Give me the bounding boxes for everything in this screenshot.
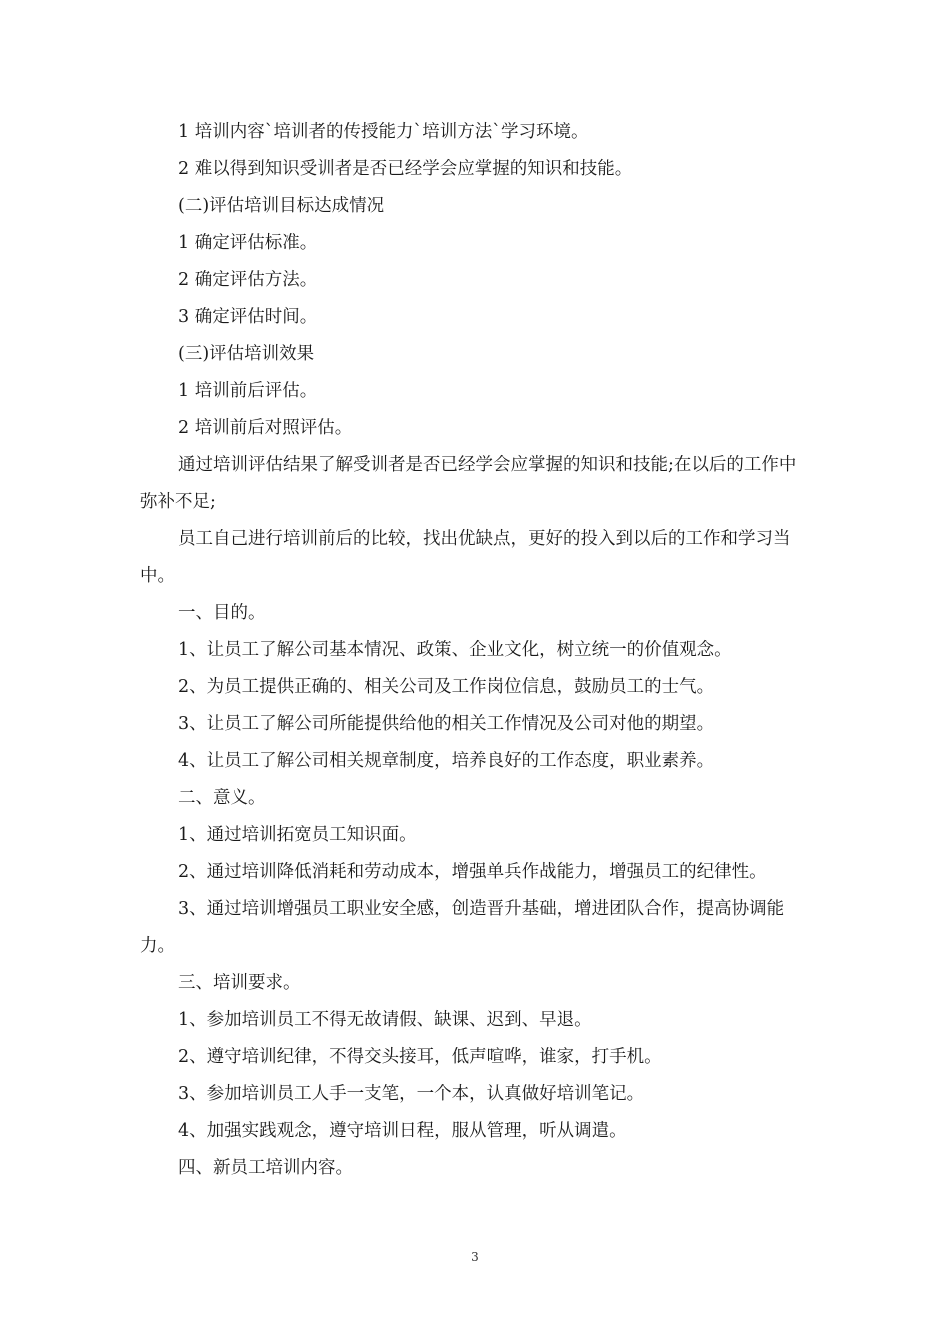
paragraph: 员工自己进行培训前后的比较，找出优缺点，更好的投入到以后的工作和学习当中。	[140, 529, 791, 586]
list-item: 4、让员工了解公司相关规章制度，培养良好的工作态度，职业素养。	[178, 751, 715, 771]
list-item: 4、加强实践观念，遵守培训日程，服从管理，听从调遣。	[178, 1121, 627, 1141]
page-number: 3	[471, 1250, 479, 1264]
list-item: 1、参加培训员工不得无故请假、缺课、迟到、早退。	[178, 1010, 592, 1030]
section-heading: (二)评估培训目标达成情况	[178, 196, 385, 216]
section-heading: (三)评估培训效果	[178, 344, 315, 364]
section-heading: 二、意义。	[178, 788, 266, 808]
paragraph: 1 确定评估标准。	[178, 233, 318, 253]
paragraph: 2 确定评估方法。	[178, 270, 318, 290]
paragraph: 3 确定评估时间。	[178, 307, 318, 327]
list-item: 3、通过培训增强员工职业安全感，创造晋升基础，增进团队合作，提高协调能力。	[140, 899, 785, 956]
section-heading: 三、培训要求。	[178, 973, 301, 993]
list-item: 3、让员工了解公司所能提供给他的相关工作情况及公司对他的期望。	[178, 714, 715, 734]
paragraph: 通过培训评估结果了解受训者是否已经学会应掌握的知识和技能;在以后的工作中弥补不足;	[140, 455, 797, 512]
paragraph: 1 培训前后评估。	[178, 381, 318, 401]
list-item: 2、通过培训降低消耗和劳动成本，增强单兵作战能力，增强员工的纪律性。	[178, 862, 767, 882]
section-heading: 四、新员工培训内容。	[178, 1158, 353, 1178]
document-body	[140, 114, 812, 1187]
paragraph: 1 培训内容`培训者的传授能力`培训方法`学习环境。	[178, 122, 589, 142]
section-heading: 一、目的。	[178, 603, 266, 623]
list-item: 3、参加培训员工人手一支笔，一个本，认真做好培训笔记。	[178, 1084, 645, 1104]
paragraph: 2 培训前后对照评估。	[178, 418, 353, 438]
list-item: 2、为员工提供正确的、相关公司及工作岗位信息，鼓励员工的士气。	[178, 677, 715, 697]
list-item: 1、让员工了解公司基本情况、政策、企业文化，树立统一的价值观念。	[178, 640, 732, 660]
list-item: 1、通过培训拓宽员工知识面。	[178, 825, 417, 845]
list-item: 2、遵守培训纪律，不得交头接耳，低声喧哗，谁家，打手机。	[178, 1047, 662, 1067]
paragraph: 2 难以得到知识受训者是否已经学会应掌握的知识和技能。	[178, 159, 633, 179]
